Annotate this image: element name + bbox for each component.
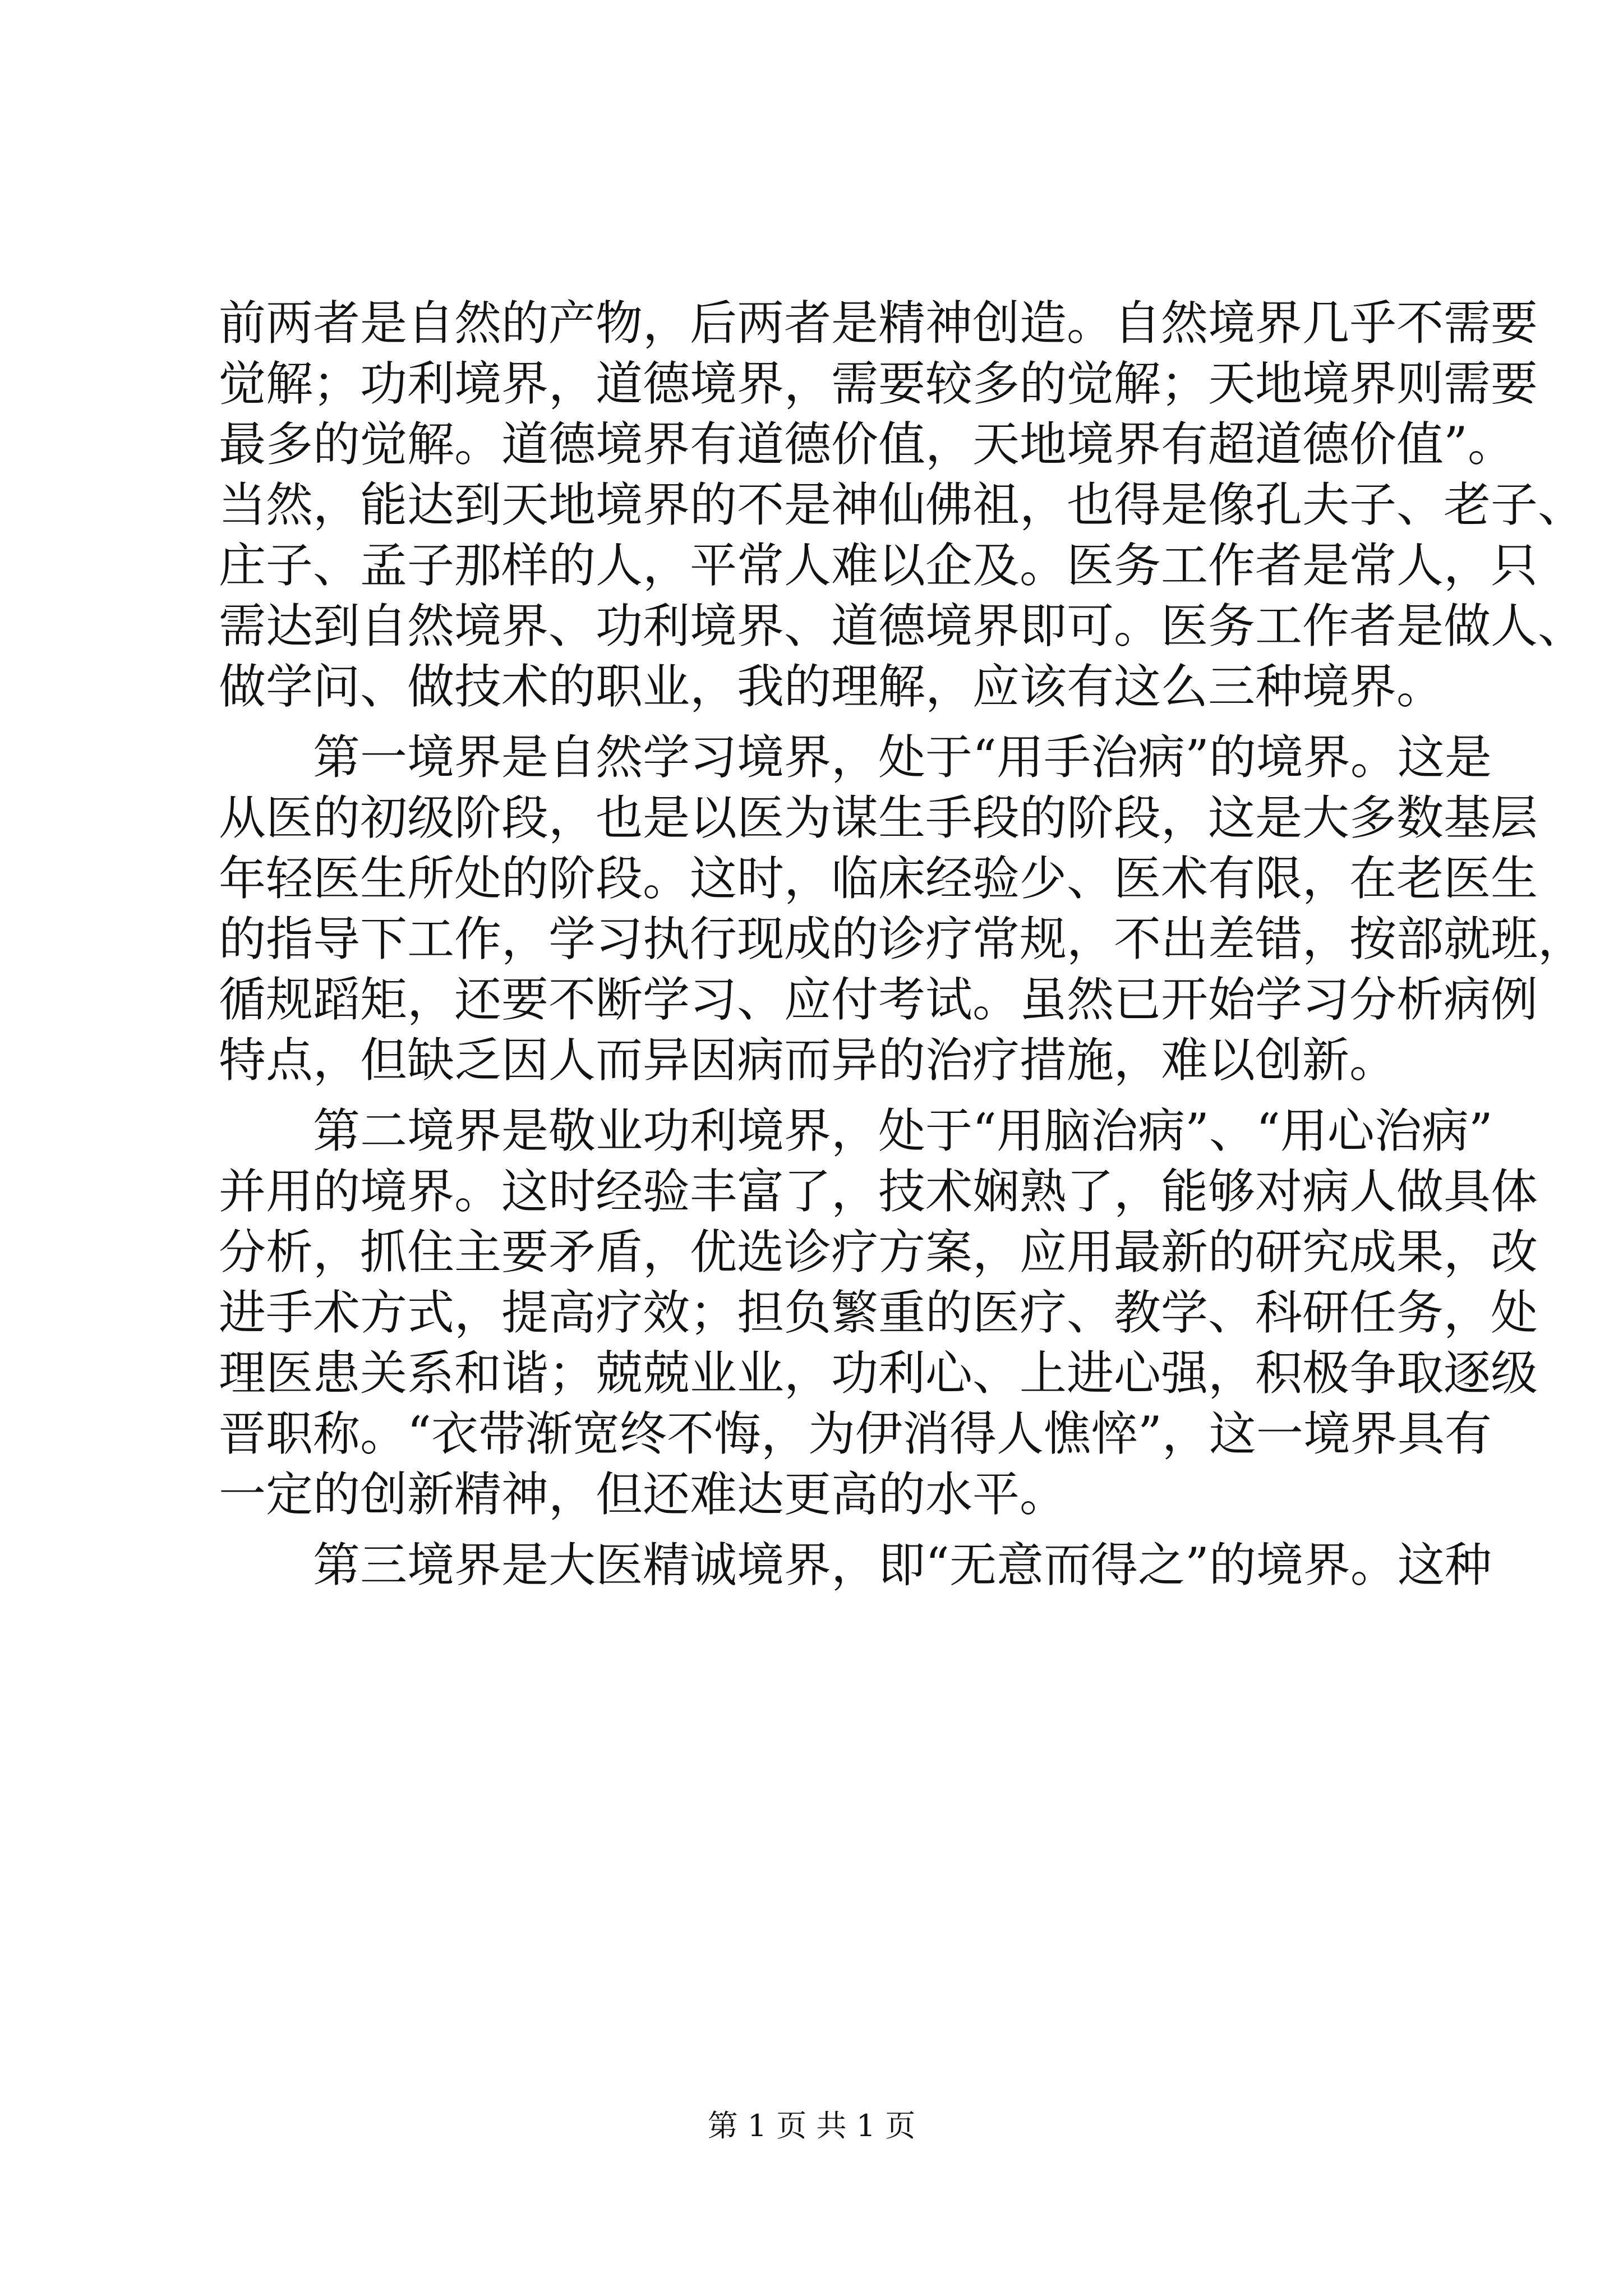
- paragraph-spacer: [219, 717, 1424, 727]
- text-line: 做学问、做技术的职业，我的理解，应该有这么三种境界。: [219, 659, 1444, 714]
- text-line: 需达到自然境界、功利境界、道德境界即可。医务工作者是做人、: [219, 599, 1585, 654]
- text-line: 进手术方式，提高疗效；担负繁重的医疗、教学、科研任务，处: [219, 1285, 1538, 1340]
- paragraph: [219, 727, 1585, 1091]
- text-line: 第一境界是自然学习境界，处于“用手治病”的境界。这是: [219, 730, 1492, 785]
- text-line: 一定的创新精神，但还难达更高的水平。: [219, 1467, 1067, 1522]
- text-line: 并用的境界。这时经验丰富了，技术娴熟了，能够对病人做具体: [219, 1164, 1538, 1219]
- body-text: [219, 293, 1585, 1595]
- paragraph: [219, 1101, 1538, 1525]
- text-line: 第二境界是敬业功利境界，处于“用脑治病”、“用心治病”: [219, 1103, 1493, 1158]
- text-line: 年轻医生所处的阶段。这时，临床经验少、医术有限，在老医生: [219, 851, 1538, 906]
- page-number-label: 第 1 页 共 1 页: [707, 2108, 916, 2143]
- paragraph: [219, 1535, 1492, 1595]
- text-line: 理医患关系和谐；兢兢业业，功利心、上进心强，积极争取逐级: [219, 1346, 1538, 1401]
- text-line: 的指导下工作，学习执行现成的诊疗常规，不出差错，按部就班，: [219, 912, 1585, 967]
- text-line: 特点，但缺乏因人而异因病而异的治疗措施，难以创新。: [219, 1033, 1397, 1088]
- text-line: 觉解；功利境界，道德境界，需要较多的觉解；天地境界则需要: [219, 356, 1538, 411]
- text-line: 晋职称。“衣带渐宽终不悔，为伊消得人憔悴”，这一境界具有: [219, 1406, 1492, 1461]
- text-line: 第三境界是大医精诚境界，即“无意而得之”的境界。这种: [219, 1538, 1492, 1593]
- paragraph: [219, 293, 1585, 717]
- text-line: 循规蹈矩，还要不断学习、应付考试。虽然已开始学习分析病例: [219, 972, 1538, 1027]
- text-line: 从医的初级阶段，也是以医为谋生手段的阶段，这是大多数基层: [219, 790, 1538, 845]
- text-line: 前两者是自然的产物，后两者是精神创造。自然境界几乎不需要: [219, 296, 1538, 351]
- paragraph-spacer: [219, 1091, 1424, 1101]
- paragraph-spacer: [219, 1525, 1424, 1535]
- page-footer: [0, 2106, 1623, 2146]
- text-line: 当然，能达到天地境界的不是神仙佛祖，也得是像孔夫子、老子、: [219, 477, 1585, 532]
- text-line: 最多的觉解。道德境界有道德价值，天地境界有超道德价值”。: [219, 417, 1515, 472]
- text-line: 庄子、孟子那样的人，平常人难以企及。医务工作者是常人，只: [219, 538, 1538, 593]
- text-line: 分析，抓住主要矛盾，优选诊疗方案，应用最新的研究成果，改: [219, 1225, 1538, 1280]
